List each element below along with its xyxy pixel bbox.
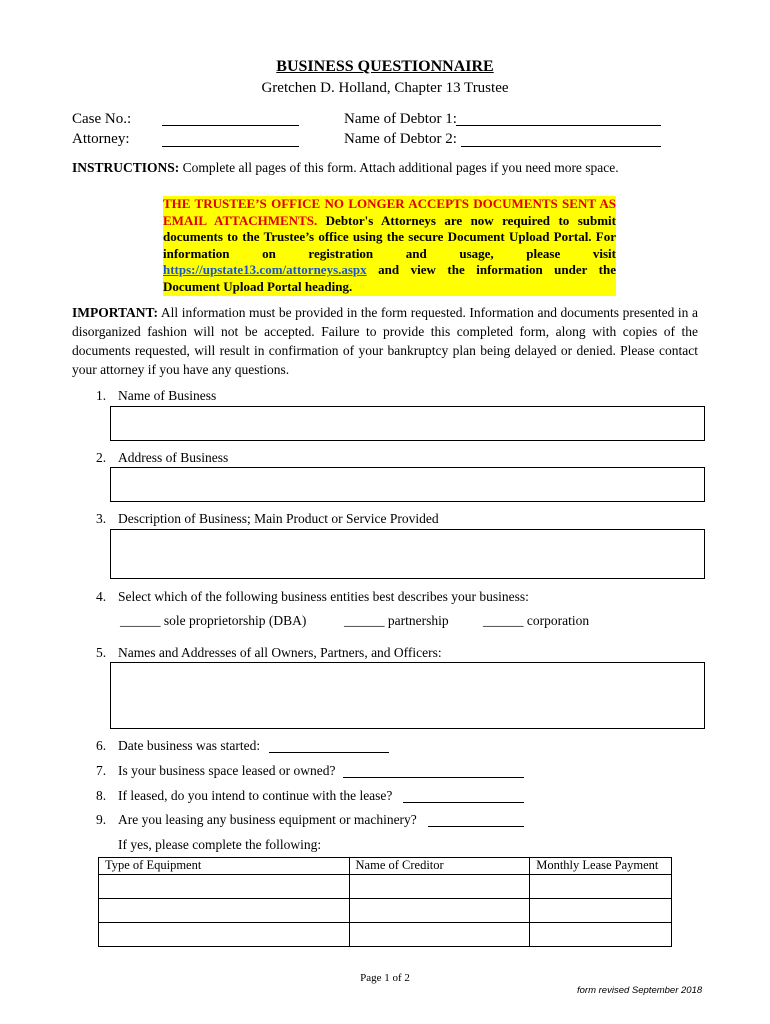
- question-4: 4. Select which of the following business entities best describes your business:: [96, 589, 529, 604]
- question-1: 1. Name of Business: [96, 388, 217, 403]
- option-corporation[interactable]: ______ corporation: [483, 613, 590, 628]
- notice-warning: THE TRUSTEE’S OFFICE NO LONGER ACCEPTS DOCUMENTS SENT AS EMAIL ATTACHMENTS.: [163, 196, 616, 228]
- business-name-input[interactable]: [110, 406, 705, 441]
- equipment-table: [98, 857, 672, 947]
- table-cell[interactable]: [349, 923, 530, 947]
- question-5: 5. Names and Addresses of all Owners, Partners, and Officers:: [96, 645, 442, 660]
- leased-owned-field[interactable]: [343, 777, 524, 778]
- debtor1-label: Name of Debtor 1:: [344, 111, 457, 127]
- question-3: 3. Description of Business; Main Product or Service Provided: [96, 511, 439, 526]
- attorney-label: Attorney:: [72, 131, 130, 147]
- instructions-text: Complete all pages of this form. Attach additional pages if you need more space.: [182, 160, 619, 175]
- page-number: Page 1 of 2: [360, 972, 410, 984]
- question-9-followup: If yes, please complete the following:: [118, 837, 322, 852]
- option-sole-proprietorship[interactable]: ______ sole proprietorship (DBA): [120, 613, 307, 628]
- question-9: 9. Are you leasing any business equipment or machinery?: [96, 812, 417, 827]
- question-7: 7. Is your business space leased or owned?: [96, 763, 336, 778]
- table-row: [99, 923, 672, 947]
- option-partnership[interactable]: ______ partnership: [344, 613, 449, 628]
- question-8: 8. If leased, do you intend to continue with the lease?: [96, 788, 393, 803]
- table-header-row: [99, 858, 672, 875]
- business-description-input[interactable]: [110, 529, 705, 579]
- debtor2-label: Name of Debtor 2:: [344, 131, 457, 147]
- important-paragraph: [72, 303, 698, 379]
- important-label: IMPORTANT:: [72, 305, 159, 320]
- table-cell[interactable]: [349, 875, 530, 899]
- instructions: [72, 160, 712, 176]
- header-name-of-creditor: Name of Creditor: [349, 858, 530, 875]
- table-cell[interactable]: [99, 923, 350, 947]
- leasing-equipment-field[interactable]: [428, 826, 524, 827]
- continue-lease-field[interactable]: [403, 802, 524, 803]
- header-monthly-lease-payment: Monthly Lease Payment: [530, 858, 672, 875]
- table-cell[interactable]: [99, 899, 350, 923]
- form-title: BUSINESS QUESTIONNAIRE: [276, 58, 494, 75]
- revision-note: form revised September 2018: [577, 985, 703, 996]
- table-row: [99, 899, 672, 923]
- date-started-field[interactable]: [269, 752, 389, 753]
- question-2: 2. Address of Business: [96, 450, 229, 465]
- debtor1-field[interactable]: [456, 125, 661, 126]
- table-cell[interactable]: [349, 899, 530, 923]
- important-text: All information must be provided in the form requested. Information and documents presented in a disorganized fashion will not be accepted. Failure to provide this completed form, along with copies of the documents requested, will result in confirmation of your bankruptcy plan being delayed or denied. Please contact your attorney if you have any questions.: [72, 305, 698, 377]
- upload-portal-link[interactable]: https://upstate13.com/attorneys.aspx: [163, 262, 367, 278]
- question-6: 6. Date business was started:: [96, 738, 261, 753]
- notice-body: Debtor's Attorneys are now required to submit documents to the Trustee’s office using the secure Document Upload Portal. For information on registration and usage, please visit: [163, 212, 616, 261]
- header-type-of-equipment: Type of Equipment: [99, 858, 350, 875]
- table-cell[interactable]: [99, 875, 350, 899]
- upload-notice: [163, 196, 616, 296]
- table-cell[interactable]: [530, 899, 672, 923]
- business-address-input[interactable]: [110, 467, 705, 502]
- instructions-label: INSTRUCTIONS:: [72, 160, 180, 175]
- table-row: [99, 875, 672, 899]
- debtor2-field[interactable]: [461, 146, 661, 147]
- owners-partners-input[interactable]: [110, 662, 705, 729]
- attorney-field[interactable]: [162, 146, 299, 147]
- case-no-label: Case No.:: [72, 111, 132, 127]
- table-cell[interactable]: [530, 875, 672, 899]
- form-subtitle: Gretchen D. Holland, Chapter 13 Trustee: [261, 80, 509, 96]
- case-no-field[interactable]: [162, 125, 299, 126]
- table-cell[interactable]: [530, 923, 672, 947]
- notice-body-end: and view the information under the Document Upload Portal heading.: [163, 262, 616, 294]
